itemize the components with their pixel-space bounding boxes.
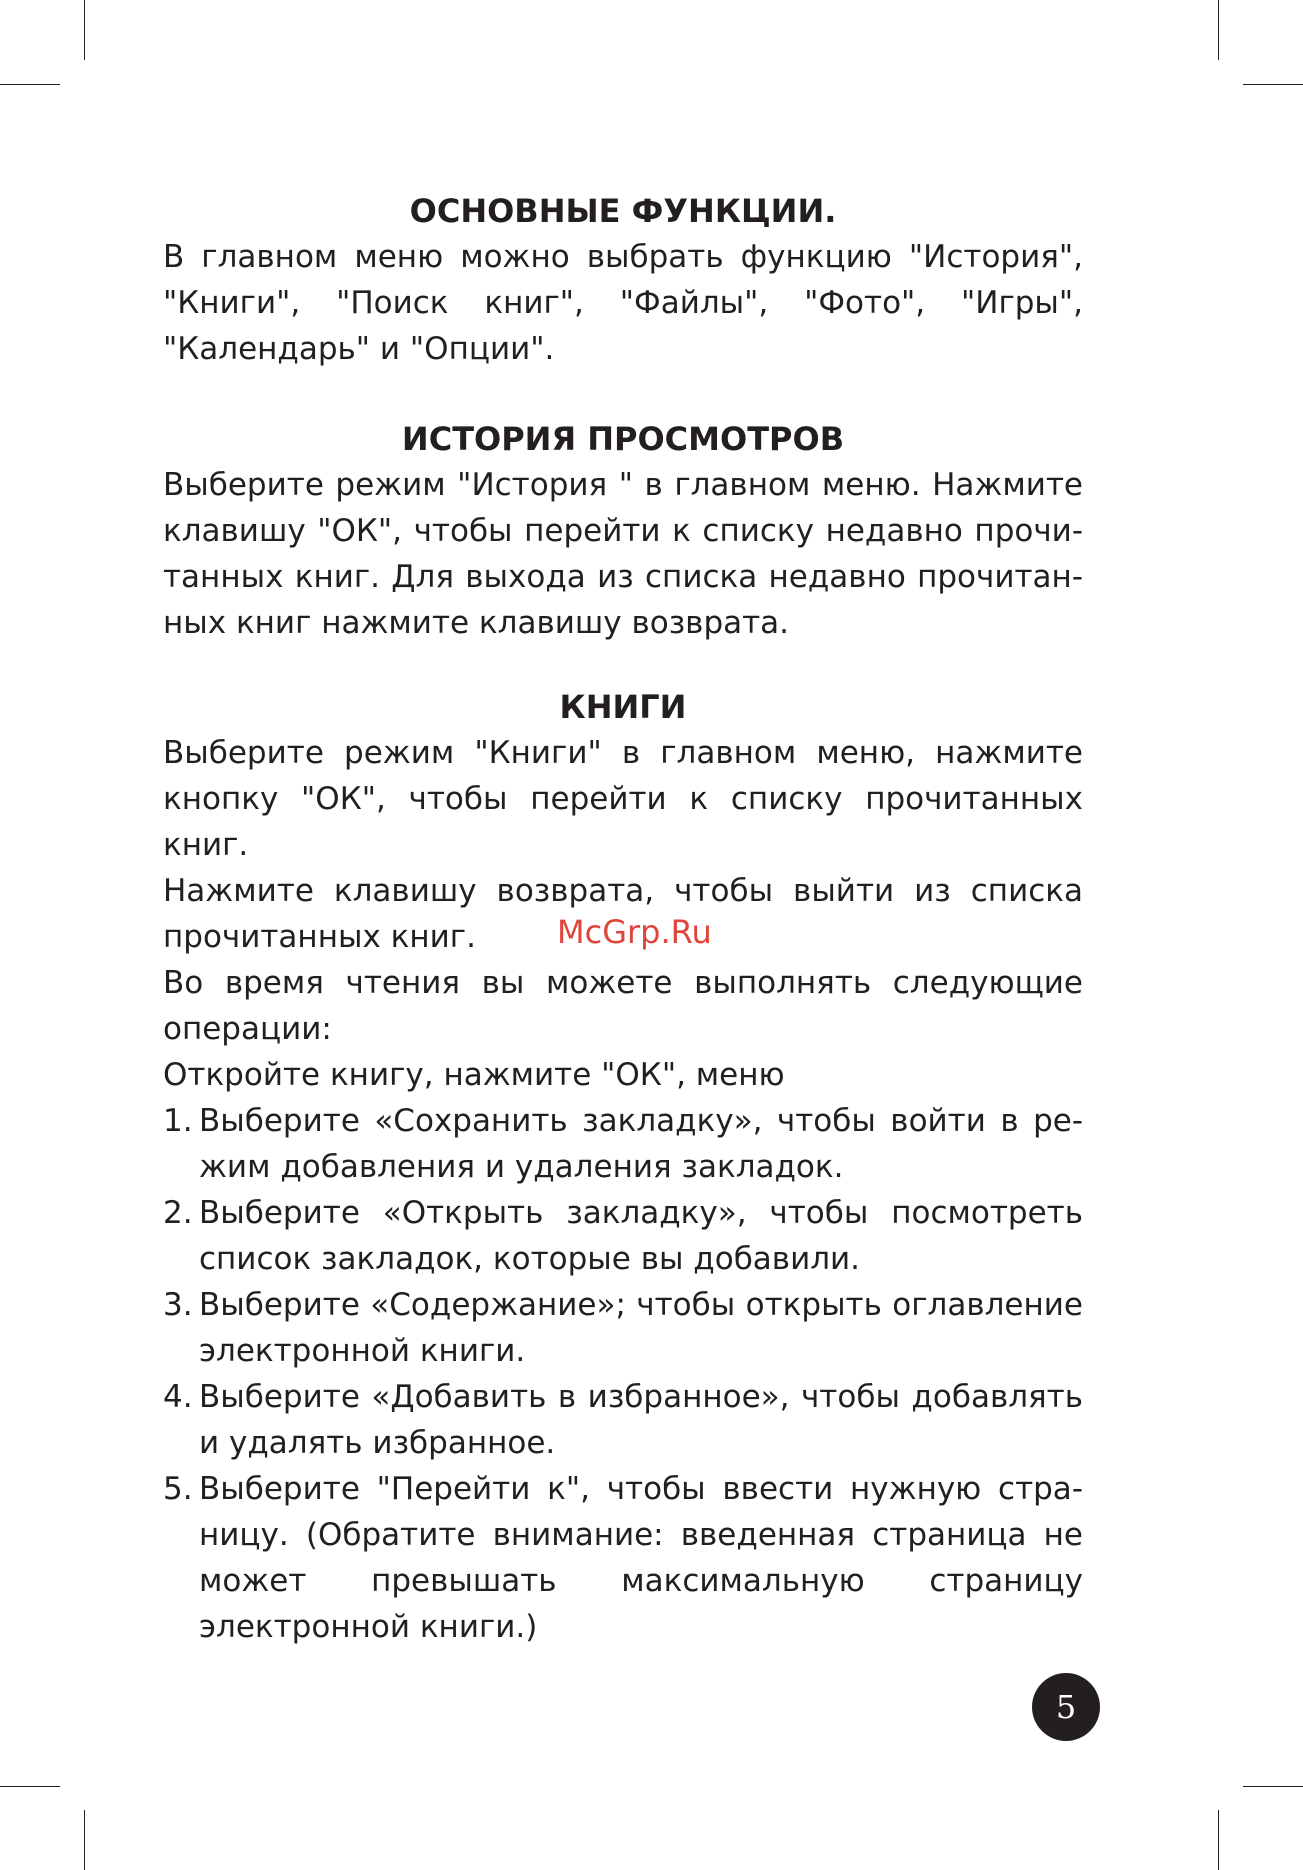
- crop-mark-bottom-right-h: [1243, 1786, 1303, 1787]
- list-item-number: 1.: [163, 1103, 193, 1139]
- books-paragraph-4: Откройте книгу, нажмите "ОК", меню: [163, 1057, 785, 1093]
- list-item-text: Выберите «Содержание»; чтобы открыть оглавление электронной книги.: [199, 1287, 1083, 1369]
- list-item-text: Выберите «Добавить в избранное», чтобы добавлять и удалять избранное.: [199, 1379, 1083, 1461]
- reading-operations-list: [163, 1098, 1083, 1650]
- history-paragraph: Выберите режим "История " в главном меню. Нажмите клавишу "ОК", чтобы перейти к списку недавно прочитанных книг. Для выхода из списка недавно прочитанных книг нажмите клавишу возврата.: [163, 467, 1083, 641]
- list-item: [163, 1098, 1083, 1190]
- list-item-number: 5.: [163, 1471, 193, 1507]
- books-paragraph-3: Во время чтения вы можете выполнять следующие операции:: [163, 965, 1083, 1047]
- list-item: [163, 1190, 1083, 1282]
- crop-mark-bottom-right-v: [1218, 1810, 1219, 1870]
- list-item: [163, 1282, 1083, 1374]
- crop-mark-top-left-v: [84, 0, 85, 60]
- list-item: [163, 1374, 1083, 1466]
- section-heading-history: ИСТОРИЯ ПРОСМОТРОВ: [401, 420, 845, 458]
- watermark: McGrp.Ru: [557, 913, 712, 951]
- list-item-text: Выберите «Открыть закладку», чтобы посмотреть список закладок, которые вы добавили.: [199, 1195, 1083, 1277]
- list-item-number: 3.: [163, 1287, 193, 1323]
- books-paragraph-1: Выберите режим "Книги" в главном меню, нажмите кнопку "ОК", чтобы перейти к списку прочитанных книг.: [163, 735, 1083, 863]
- crop-mark-bottom-left-h: [0, 1786, 60, 1787]
- list-item-text: Выберите "Перейти к", чтобы ввести нужную страницу. (Обратите внимание: введенная страница не может превышать максимальную страницу электронной книги.): [199, 1471, 1083, 1645]
- page-number-badge: 5: [1032, 1673, 1100, 1741]
- crop-mark-top-right-v: [1218, 0, 1219, 60]
- section-heading-books: КНИГИ: [559, 688, 687, 726]
- crop-mark-top-left-h: [0, 84, 60, 85]
- section-heading-main-functions: ОСНОВНЫЕ ФУНКЦИИ.: [409, 192, 837, 230]
- crop-mark-bottom-left-v: [84, 1810, 85, 1870]
- page-content: [163, 188, 1083, 1650]
- list-item-number: 4.: [163, 1379, 193, 1415]
- books-paragraph-2: Нажмите клавишу возврата, чтобы выйти из списка прочитанных книг.: [163, 873, 1083, 955]
- list-item-number: 2.: [163, 1195, 193, 1231]
- list-item-text: Выберите «Сохранить закладку», чтобы войти в режим добавления и удаления закладок.: [199, 1103, 1083, 1185]
- main-functions-paragraph: В главном меню можно выбрать функцию "История", "Книги", "Поиск книг", "Файлы", "Фото", "Игры", "Календарь" и "Опции".: [163, 239, 1083, 367]
- crop-mark-top-right-h: [1243, 84, 1303, 85]
- list-item: [163, 1466, 1083, 1650]
